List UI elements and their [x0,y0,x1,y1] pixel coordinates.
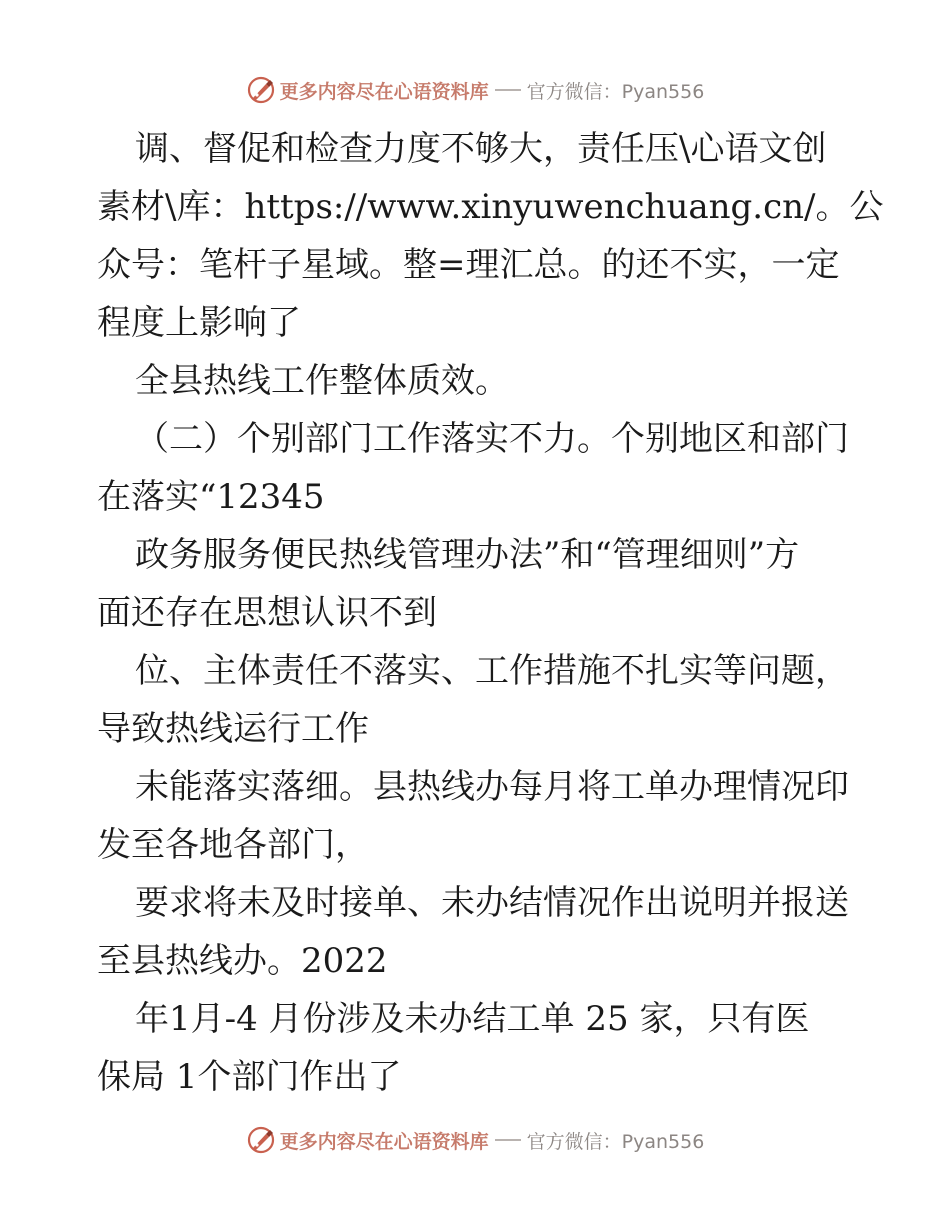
body-line: 未能落实落细。县热线办每月将工单办理情况印 [135,767,849,807]
body-line: 政务服务便民热线管理办法”和“管理细则”方 [135,535,800,575]
footer-banner-wechat: 官方微信：Pyan556 [526,1130,705,1153]
body-line: 全县热线工作整体质效。 [135,361,509,401]
pen-logo-icon [246,75,276,105]
body-line: 要求将未及时接单、未办结情况作出说明并报送 [135,883,849,923]
body-line: 调、督促和检查力度不够大，责任压\心语文创 [135,129,827,169]
footer-banner-divider [495,1139,521,1141]
body-line: 导致热线运行工作 [97,709,369,749]
body-line: 在落实“12345 [97,477,325,517]
body-line: 面还存在思想认识不到 [97,593,437,633]
footer-watermark-banner [0,1120,950,1160]
body-line: 保局 1个部门作出了 [97,1057,402,1097]
document-body [97,120,884,1106]
body-line: （二）个别部门工作落实不力。个别地区和部门 [135,419,849,459]
body-line: 发至各地各部门， [97,825,369,865]
header-banner-divider [495,89,521,91]
body-line: 位、主体责任不落实、工作措施不扎实等问题， [135,651,849,691]
body-line: 至县热线办。2022 [97,941,388,981]
pen-logo-icon [246,1125,276,1155]
header-banner-wechat: 官方微信：Pyan556 [526,80,705,103]
body-line: 众号：笔杆子星域。整=理汇总。的还不实，一定 [97,245,840,285]
footer-banner-text: 更多内容尽在心语资料库 [279,1130,489,1153]
header-banner-text: 更多内容尽在心语资料库 [279,80,489,103]
body-line: 年1月-4 月份涉及未办结工单 25 家，只有医 [135,999,810,1039]
body-line: 素材\库：https://www.xinyuwenchuang.cn/。公 [97,187,884,227]
body-line: 程度上影响了 [97,303,301,343]
header-watermark-banner [0,70,950,110]
